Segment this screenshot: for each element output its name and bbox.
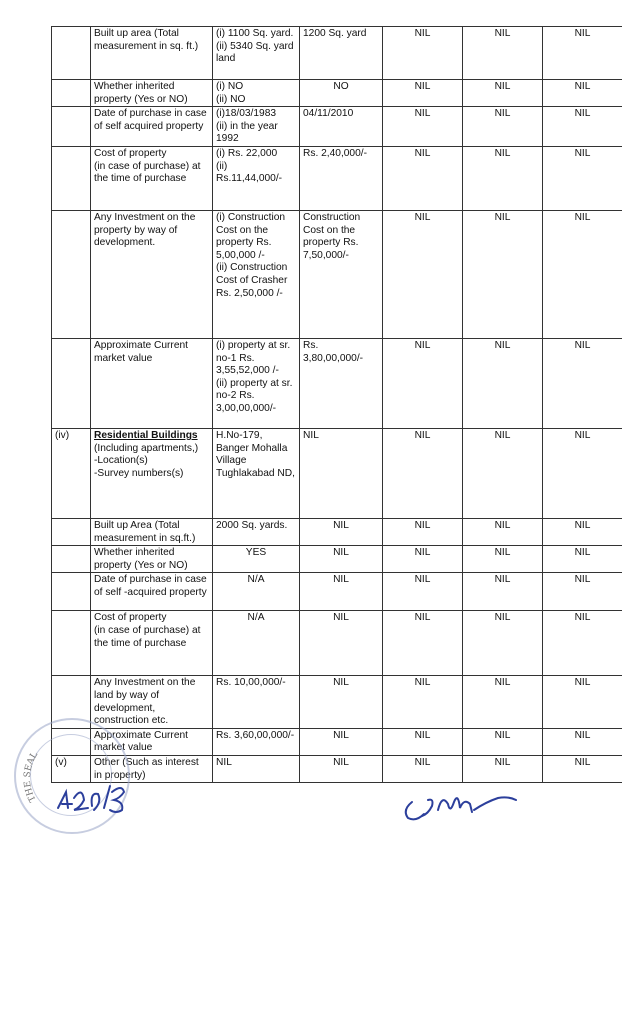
serial-cell <box>52 210 91 338</box>
dependent-1-cell: NIL <box>383 546 463 573</box>
category-title: Residential Buildings <box>94 429 198 441</box>
category-details: (Including apartments,) -Location(s) -Survey numbers(s) <box>94 442 199 479</box>
dependent-1-cell: NIL <box>383 518 463 545</box>
cost-of-property-row <box>52 146 622 210</box>
self-cell: (i) NO (ii) NO <box>213 80 300 107</box>
spouse-cell: NIL <box>300 518 383 545</box>
svg-text:THE SEAL: THE SEAL <box>22 750 41 804</box>
dependent-1-cell: NIL <box>383 573 463 611</box>
res-investment-row <box>52 676 622 728</box>
self-cell: Rs. 10,00,000/- <box>213 676 300 728</box>
spouse-cell: NIL <box>300 573 383 611</box>
item-cell: Cost of property (in case of purchase) at the time of purchase <box>91 611 213 676</box>
dependent-2-cell: NIL <box>463 755 543 782</box>
dependent-3-cell: NIL <box>543 428 622 518</box>
self-cell: (i) Rs. 22,000 (ii) Rs.11,44,000/- <box>213 146 300 210</box>
dependent-3-cell: NIL <box>543 518 622 545</box>
dependent-2-cell: NIL <box>463 546 543 573</box>
res-built-up-area-row <box>52 518 622 545</box>
dependent-3-cell: NIL <box>543 107 622 147</box>
item-cell: Approximate Current market value <box>91 728 213 755</box>
spouse-cell: 1200 Sq. yard <box>300 27 383 80</box>
dependent-2-cell: NIL <box>463 611 543 676</box>
other-row <box>52 755 622 782</box>
serial-cell <box>52 146 91 210</box>
spouse-cell: Rs. 3,80,00,000/- <box>300 338 383 428</box>
item-cell: Built up area (Total measurement in sq. ft.) <box>91 27 213 80</box>
res-cost-row <box>52 611 622 676</box>
item-cell <box>91 428 213 518</box>
dependent-2-cell: NIL <box>463 27 543 80</box>
dependent-1-cell: NIL <box>383 728 463 755</box>
inherited-row <box>52 80 622 107</box>
dependent-3-cell: NIL <box>543 573 622 611</box>
dependent-3-cell: NIL <box>543 546 622 573</box>
self-cell: NIL <box>213 755 300 782</box>
dependent-3-cell: NIL <box>543 80 622 107</box>
spouse-cell: NIL <box>300 728 383 755</box>
serial-cell <box>52 546 91 573</box>
market-value-row <box>52 338 622 428</box>
residential-buildings-row <box>52 428 622 518</box>
dependent-2-cell: NIL <box>463 338 543 428</box>
dependent-2-cell: NIL <box>463 728 543 755</box>
serial-cell <box>52 80 91 107</box>
serial-cell <box>52 518 91 545</box>
spouse-cell: Construction Cost on the property Rs. 7,50,000/- <box>300 210 383 338</box>
dependent-2-cell: NIL <box>463 518 543 545</box>
dependent-1-cell: NIL <box>383 146 463 210</box>
dependent-1-cell: NIL <box>383 80 463 107</box>
spouse-cell: NIL <box>300 611 383 676</box>
dependent-2-cell: NIL <box>463 146 543 210</box>
item-cell: Whether inherited property (Yes or NO) <box>91 80 213 107</box>
dependent-1-cell: NIL <box>383 338 463 428</box>
serial-cell <box>52 107 91 147</box>
serial-cell <box>52 573 91 611</box>
spouse-cell: NO <box>300 80 383 107</box>
self-cell: (i) property at sr. no-1 Rs. 3,55,52,000 /- (ii) property at sr. no-2 Rs. 3,00,00,000/- <box>213 338 300 428</box>
serial-cell: (iv) <box>52 428 91 518</box>
item-cell: Approximate Current market value <box>91 338 213 428</box>
dependent-2-cell: NIL <box>463 573 543 611</box>
handwritten-date-initials <box>52 778 132 818</box>
serial-cell <box>52 611 91 676</box>
self-cell: 2000 Sq. yards. <box>213 518 300 545</box>
dependent-2-cell: NIL <box>463 210 543 338</box>
date-of-purchase-row <box>52 107 622 147</box>
investment-row <box>52 210 622 338</box>
item-cell: Built up Area (Total measurement in sq.ft.) <box>91 518 213 545</box>
spouse-cell: NIL <box>300 755 383 782</box>
item-cell: Date of purchase in case of self -acquired property <box>91 573 213 611</box>
built-up-area-row <box>52 27 622 80</box>
item-cell: Date of purchase in case of self acquired property <box>91 107 213 147</box>
dependent-1-cell: NIL <box>383 27 463 80</box>
spouse-cell: NIL <box>300 676 383 728</box>
dependent-1-cell: NIL <box>383 611 463 676</box>
dependent-3-cell: NIL <box>543 146 622 210</box>
dependent-3-cell: NIL <box>543 338 622 428</box>
res-inherited-row <box>52 546 622 573</box>
dependent-1-cell: NIL <box>383 210 463 338</box>
dependent-2-cell: NIL <box>463 80 543 107</box>
item-cell: Cost of property (in case of purchase) at the time of purchase <box>91 146 213 210</box>
dependent-2-cell: NIL <box>463 676 543 728</box>
self-cell: N/A <box>213 573 300 611</box>
res-date-of-purchase-row <box>52 573 622 611</box>
self-cell: YES <box>213 546 300 573</box>
item-cell: Whether inherited property (Yes or NO) <box>91 546 213 573</box>
dependent-3-cell: NIL <box>543 728 622 755</box>
self-cell: Rs. 3,60,00,000/- <box>213 728 300 755</box>
dependent-2-cell: NIL <box>463 428 543 518</box>
self-cell: H.No-179, Banger Mohalla Village Tughlakabad ND, <box>213 428 300 518</box>
res-market-value-row <box>52 728 622 755</box>
dependent-3-cell: NIL <box>543 611 622 676</box>
dependent-2-cell: NIL <box>463 107 543 147</box>
serial-cell <box>52 27 91 80</box>
dependent-3-cell: NIL <box>543 27 622 80</box>
spouse-cell: Rs. 2,40,000/- <box>300 146 383 210</box>
item-cell: Any Investment on the property by way of development. <box>91 210 213 338</box>
self-cell: (i)18/03/1983 (ii) in the year 1992 <box>213 107 300 147</box>
dependent-1-cell: NIL <box>383 107 463 147</box>
spouse-cell: NIL <box>300 546 383 573</box>
serial-cell: (v) <box>52 755 91 782</box>
spouse-cell: NIL <box>300 428 383 518</box>
signature <box>398 780 528 830</box>
dependent-3-cell: NIL <box>543 676 622 728</box>
dependent-1-cell: NIL <box>383 428 463 518</box>
self-cell: (i) Construction Cost on the property Rs. 5,00,000 /- (ii) Construction Cost of Crasher Rs. 2,50,000 /- <box>213 210 300 338</box>
dependent-3-cell: NIL <box>543 755 622 782</box>
self-cell: N/A <box>213 611 300 676</box>
self-cell: (i) 1100 Sq. yard. (ii) 5340 Sq. yard land <box>213 27 300 80</box>
serial-cell <box>52 338 91 428</box>
dependent-1-cell: NIL <box>383 676 463 728</box>
assets-table <box>51 26 622 783</box>
spouse-cell: 04/11/2010 <box>300 107 383 147</box>
item-cell: Other (Such as interest in property) <box>91 755 213 782</box>
dependent-3-cell: NIL <box>543 210 622 338</box>
item-cell: Any Investment on the land by way of development, construction etc. <box>91 676 213 728</box>
dependent-1-cell: NIL <box>383 755 463 782</box>
